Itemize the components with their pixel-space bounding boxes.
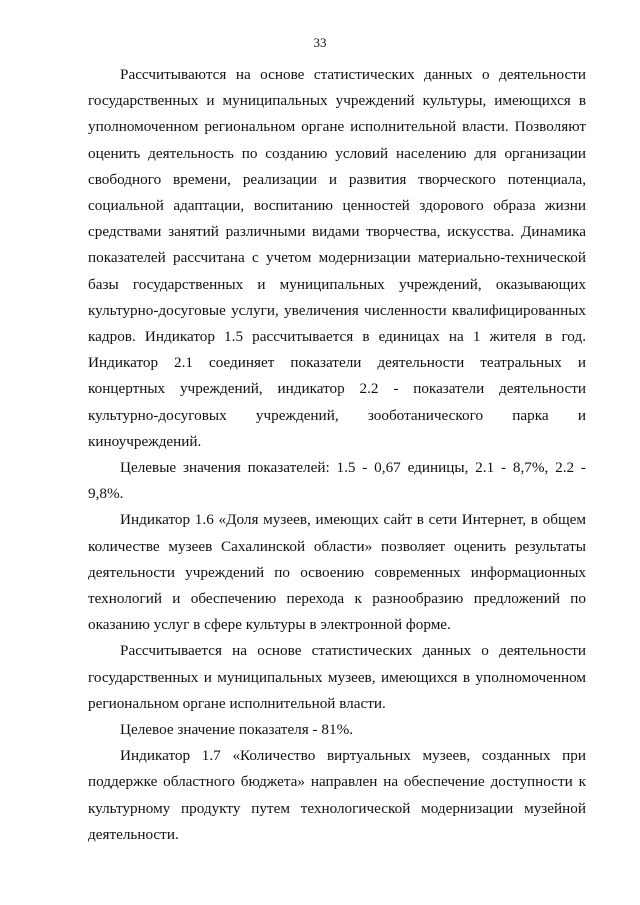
paragraph-methodology: Рассчитываются на основе статистических данных о деятельности государственных и муниципальных учреждений культуры, имеющихся в уполномоченном региональном органе исполнительной власти. Позволяют оценить деятельность по созданию условий населению для организации свободного времени, реализации и развития творческого потенциала, социальной адаптации, воспитанию ценностей здорового образа жизни средствами занятий различными видами творчества, искусства. Динамика показателей рассчитана с учетом модернизации материально-технической базы государственных и муниципальных учреждений, оказывающих культурно-досуговые услуги, увеличения численности квалифицированных кадров. Индикатор 1.5 рассчитывается в единицах на 1 жителя в год. Индикатор 2.1 соединяет показатели деятельности театральных и концертных учреждений, индикатор 2.2 - показатели деятельности культурно-досуговых учреждений, зооботанического парка и киноучреждений. — [88, 66, 586, 450]
paragraph-indicator-1-7: Индикатор 1.7 «Количество виртуальных музеев, созданных при поддержке областного бюджета» направлен на обеспечение доступности к культурному продукту путем технологической модернизации музейной деятельности. — [88, 747, 586, 843]
body-text — [88, 62, 586, 848]
paragraph-indicator-1-6: Индикатор 1.6 «Доля музеев, имеющих сайт в сети Интернет, в общем количестве музеев Сахалинской области» позволяет оценить результаты деятельности учреждений по освоению современных информационных технологий и обеспечению перехода к разнообразию предложений по оказанию услуг в сфере культуры в электронной форме. — [88, 511, 586, 634]
page-number: 33 — [313, 35, 327, 50]
paragraph-target-value: Целевое значение показателя - 81%. — [120, 721, 354, 739]
paragraph-calculation-basis: Рассчитывается на основе статистических данных о деятельности государственных и муниципальных музеев, имеющихся в уполномоченном региональном органе исполнительной власти. — [88, 642, 586, 712]
paragraph-target-values: Целевые значения показателей: 1.5 - 0,67 единицы, 2.1 - 8,7%, 2.2 - 9,8%. — [88, 459, 586, 503]
